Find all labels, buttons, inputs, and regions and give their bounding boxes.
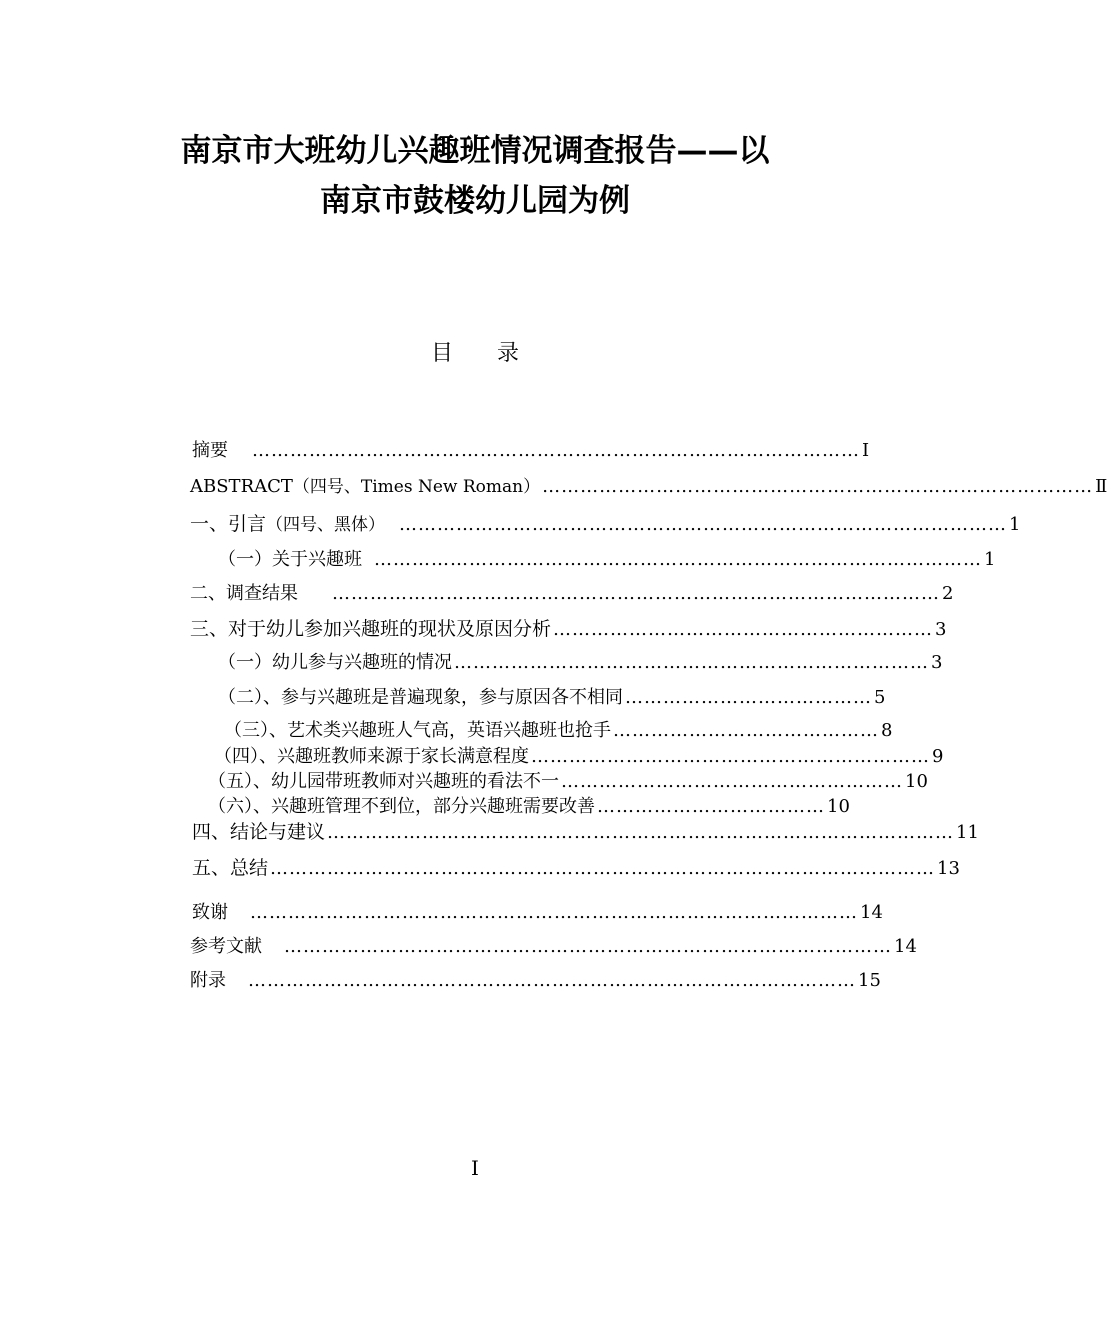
toc-leader-dots: ……………………………………………………… [531,746,930,767]
toc-entry-label: 摘要 [192,440,228,461]
toc-entry-label: 四、结论与建议 [192,821,326,843]
toc-entry-3-3[interactable] [224,716,893,742]
toc-entry-note: （四号、Times New Roman） [292,477,541,497]
toc-entry-label: 二、调查结果 [190,583,298,604]
toc-entry-page: 10 [827,796,850,817]
toc-entry-page: 5 [874,687,886,708]
document-title-line-2: 南京市鼓楼幼儿园为例 [320,183,630,219]
toc-entry-intro[interactable] [190,509,1021,535]
toc-entry-acknowledgement[interactable] [192,898,883,924]
toc-entry-note: （四号、黑体） [266,515,386,535]
toc-leader-dots: …………………………………………………………………………………… [399,514,1008,535]
toc-entry-label: （三）、艺术类兴趣班人气高，英语兴趣班也抢手 [224,720,611,741]
toc-leader-dots: ………………………………………………………………… [454,652,929,673]
toc-entry-page: 3 [931,652,943,673]
toc-entry-page: 9 [932,746,944,767]
toc-entry-results[interactable] [190,579,954,605]
toc-entry-3-5[interactable] [208,767,928,793]
toc-entry-label: 参考文献 [190,936,262,957]
toc-entry-page: 1 [984,549,996,570]
toc-entry-conclusion[interactable] [192,817,979,843]
toc-entry-page: 14 [894,936,917,957]
toc-entry-analysis[interactable] [190,614,947,640]
toc-entry-page: 13 [937,858,960,879]
toc-entry-abstract-cn[interactable] [192,436,870,462]
page-number-footer: Ⅰ [471,1156,479,1180]
toc-entry-label: 三、对于幼儿参加兴趣班的现状及原因分析 [190,618,552,640]
toc-leader-dots: …………………………………………………………………………………………… [270,858,936,879]
toc-leader-dots: …………………………………………………………………………………… [248,970,856,991]
toc-leader-dots: …………………………………………………………………………………… [374,549,982,570]
toc-leader-dots: …………………………………………………………………………………… [250,902,858,923]
toc-entry-3-4[interactable] [214,742,944,768]
toc-entry-label: （一）关于兴趣班 [218,549,362,570]
toc-entry-page: 2 [942,583,954,604]
toc-entry-references[interactable] [190,932,917,958]
toc-entry-label: （二）、参与兴趣班是普遍现象，参与原因各不相同 [218,687,623,708]
toc-entry-appendix[interactable] [190,966,881,992]
toc-entry-label: 附录 [190,970,226,991]
toc-entry-label: （五）、幼儿园带班教师对兴趣班的看法不一 [208,771,559,792]
toc-entry-1-1[interactable] [218,545,996,571]
toc-leader-dots: ……………………………… [597,796,825,817]
toc-entry-label: 致谢 [192,902,228,923]
toc-entry-label: （一）幼儿参与兴趣班的情况 [218,652,452,673]
toc-entry-page: 3 [935,619,947,640]
toc-leader-dots: …………………………………………………………………………………… [332,583,940,604]
toc-entry-page: 11 [956,822,979,843]
toc-entry-3-2[interactable] [218,683,886,709]
toc-leader-dots: …………………………………………………………………………………… [284,936,892,957]
toc-entry-page: Ⅰ [862,440,870,461]
toc-entry-label: （四）、兴趣班教师来源于家长满意程度 [214,746,529,767]
toc-entry-page: Ⅱ [1095,476,1107,497]
toc-leader-dots: …………………………………………………………………………… [542,476,1094,497]
toc-entry-page: 1 [1009,514,1021,535]
toc-leader-dots: ……………………………………………………………………………………… [327,822,955,843]
toc-entry-page: 8 [881,720,893,741]
toc-entry-label: 一、引言 [190,513,267,535]
toc-leader-dots: …………………………………………………… [553,619,934,640]
toc-leader-dots: …………………………………………………………………………………… [252,440,860,461]
toc-entry-page: 15 [858,970,881,991]
toc-entry-3-6[interactable] [208,792,850,818]
toc-entry-label: （六）、兴趣班管理不到位，部分兴趣班需要改善 [208,796,595,817]
document-title-line-1: 南京市大班幼儿兴趣班情况调查报告——以 [180,133,770,169]
toc-entry-summary[interactable] [192,853,960,879]
toc-leader-dots: ………………………………… [625,687,872,708]
toc-entry-label: 五、总结 [192,857,269,879]
toc-entry-page: 14 [860,902,883,923]
toc-leader-dots: ……………………………………………… [561,771,903,792]
toc-leader-dots: …………………………………… [613,720,879,741]
toc-entry-page: 10 [905,771,928,792]
toc-heading: 目录 [430,341,563,366]
toc-entry-abstract-en[interactable] [190,472,1107,498]
toc-entry-3-1[interactable] [218,648,943,674]
toc-entry-label: ABSTRACT [190,476,293,497]
